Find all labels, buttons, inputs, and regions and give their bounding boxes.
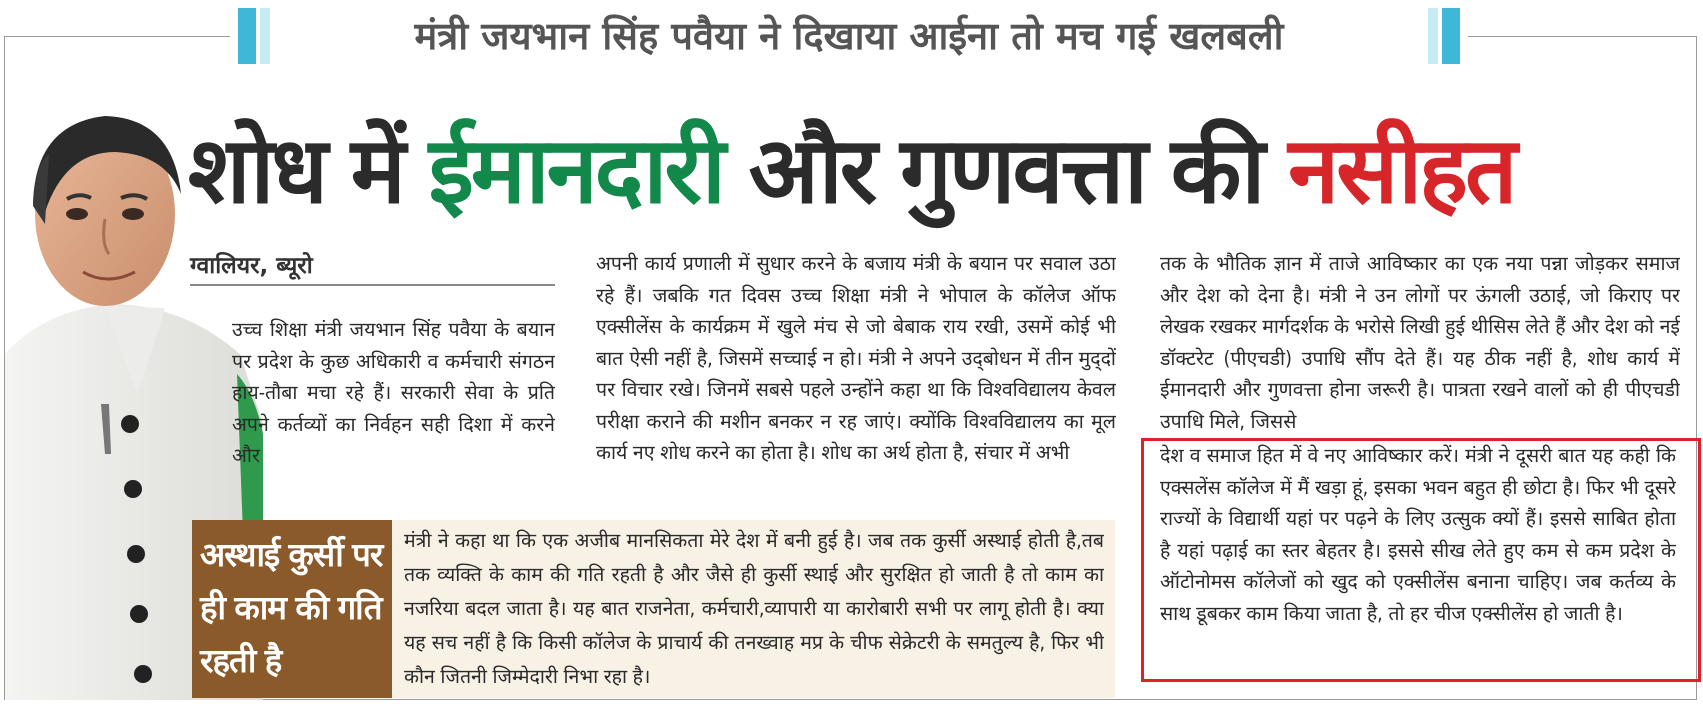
headline — [188, 96, 1693, 246]
dateline: ग्वालियर, ब्यूरो — [190, 253, 313, 279]
headline-part-3: और गुणवत्ता की — [722, 117, 1289, 224]
article-text: अपनी कार्य प्रणाली में सुधार करने के बजाय मंत्री के बयान पर सवाल उठा रहे हैं। जबकि गत दिवस उच्च शिक्षा मंत्री ने भोपाल के कॉलेज ऑफ एक्सीलेंस के कार्यक्रम में खुले मंच से जो बेबाक राय रखी, उसमें कोई भी बात ऐसी नहीं है, जिसमें सच्चाई न हो। मंत्री ने अपने उद्‌बोधन में तीन मुद्‌दों पर विचार रखे। जिनमें सबसे पहले उन्होंने कहा था कि विश्वविद्यालय केवल परीक्षा कराने की मशीन बनकर न रह जाएं। क्योंकि विश्वविद्यालय का मूल कार्य नए शोध करने का होता है। शोध का अर्थ होता है, संचार में अभी — [596, 252, 1116, 464]
headline-highlight-red: नसीहत — [1288, 117, 1515, 224]
kicker-bar — [230, 2, 1468, 68]
kicker-bar-right-accent-light — [1428, 8, 1438, 64]
article-text-highlighted: देश व समाज हित में वे नए आविष्कार करें। मंत्री ने दूसरी बात यह कही कि एक्सलेंस कॉलेज में मैं खड़ा हूं, इसका भवन बहुत ही छोटा है। फिर भी दूसरे राज्यों के विद्यार्थी यहां पर पढ़ने के लिए उत्सुक क्यों हैं। इससे साबित होता है यहां पढ़ाई का स्तर बेहतर है। इससे सीख लेते हुए कम से कम प्रदेश के ऑटोनोमस कॉलेजों को खुद को एक्सीलेंस बनाना चाहिए। जब कर्तव्य के साथ डूबकर काम किया जाता है, तो हर चीज एक्सीलेंस हो जाती है। — [1160, 444, 1676, 625]
article-column-2 — [596, 248, 1116, 510]
dateline-rule — [190, 284, 555, 286]
article-text: उच्च शिक्षा मंत्री जयभान सिंह पवैया के बयान पर प्रदेश के कुछ अधिकारी व कर्मचारी संगठन हाय-तौबा मचा रहे हैं। सरकारी सेवा के प्रति अपने कर्तव्यों का निर्वहन सही दिशा में करने और — [232, 318, 555, 467]
sidebar-text: मंत्री ने कहा था कि एक अजीब मानसिकता मेरे देश में बनी हुई है। जब तक कुर्सी अस्थाई होती है,तब तक व्यक्ति के काम की गति रहती है और जैसे ही कुर्सी स्थाई और सुरक्षित हो जाती है तो काम का नजरिया बदल जाता है। यह बात राजनेता, कर्मचारी,व्यापारी या कारोबारी सभी पर लागू होती है। क्या यह सच नहीं है कि किसी कॉलेज के प्राचार्य की तनख्वाह मप्र के चीफ सेक्रेटरी के समतुल्य है, फिर भी कौन जितनी जिम्मेदारी निभा रहा है। — [404, 529, 1104, 688]
article-text: तक के भौतिक ज्ञान में ताजे आविष्कार का एक नया पन्ना जोड़कर समाज और देश को देना है। मंत्री ने उन लोगों पर ऊंगली उठाई, जो किराए पर लेखक रखकर मार्गदर्शक के भरोसे लिखी हुई थीसिस लेते हैं और देश को नई डॉक्टरेट (पीएचडी) उपाधि सौंप देते हैं। यह ठीक नहीं है, शोध कार्य में ईमानदारी और गुणवत्ता होना जरूरी है। पात्रता रखने वालों को ही पीएचडी उपाधि मिले, जिससे — [1160, 252, 1680, 433]
article-column-1 — [232, 314, 555, 504]
kicker-text: मंत्री जयभान सिंह पवैया ने दिखाया आईना तो मच गई खलबली — [414, 14, 1284, 58]
article-column-3 — [1160, 248, 1680, 438]
kicker-bar-left-accent-light — [260, 8, 270, 64]
headline-part-1: शोध में — [188, 117, 429, 224]
highlight-box — [1141, 438, 1701, 682]
headline-highlight-green: ईमानदारी — [428, 117, 723, 224]
kicker-bar-right-accent — [1442, 8, 1460, 64]
pullquote-text: अस्थाई कुर्सी पर ही काम की गति रहती है — [200, 535, 383, 680]
kicker-bar-left-accent — [238, 8, 256, 64]
